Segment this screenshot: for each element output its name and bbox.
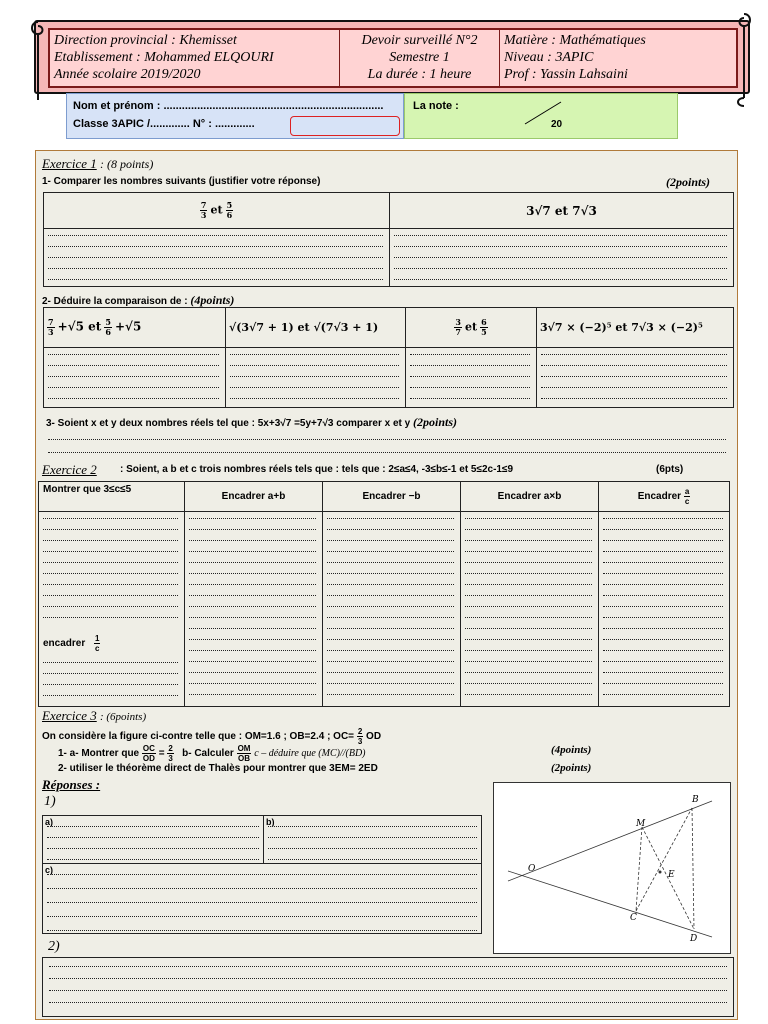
exam-body xyxy=(35,150,738,1020)
frac-om-ob xyxy=(237,744,252,763)
answer-line[interactable] xyxy=(465,661,592,662)
answer-line[interactable] xyxy=(394,246,727,247)
ex3-points: : (6points) xyxy=(99,711,147,723)
answer-line[interactable] xyxy=(47,888,477,889)
answer-line[interactable] xyxy=(43,695,178,696)
answer-line[interactable] xyxy=(327,573,454,574)
answer-line[interactable] xyxy=(189,518,316,519)
frac-num: a xyxy=(684,487,690,496)
ex3-title xyxy=(42,708,146,724)
ex1-q2-points: (4points) xyxy=(190,293,235,307)
point-e xyxy=(659,871,662,874)
frac-5-6 xyxy=(226,201,234,220)
answer-line[interactable] xyxy=(410,365,530,366)
answer-line[interactable] xyxy=(327,551,454,552)
answer-line[interactable] xyxy=(48,257,383,258)
ex2-col-montrer: Montrer que 3≤c≤5 xyxy=(39,482,185,512)
ex1-q3-answer-line[interactable] xyxy=(48,439,726,440)
answer-line[interactable] xyxy=(410,398,530,399)
ex2-answer-2[interactable] xyxy=(185,512,323,707)
answer-line[interactable] xyxy=(189,628,316,629)
answer-line[interactable] xyxy=(47,837,259,838)
frac-num: OM xyxy=(237,744,251,753)
ex1-q2-cell-4 xyxy=(537,308,734,348)
ex2-statement: : Soient, a b et c trois nombres réels tels que : tels que : 2≤a≤4, -3≤b≤-1 et 5≤2c-1≤9 xyxy=(120,464,514,475)
header-school-info xyxy=(50,30,340,86)
ex3-q1c-text: c – déduire que (MC)//(BD) xyxy=(254,748,366,760)
answer-line[interactable] xyxy=(43,684,178,685)
ex1-q3-answer-line[interactable] xyxy=(48,452,726,453)
answer-line[interactable] xyxy=(268,837,477,838)
ex2-encadrer-1-c xyxy=(43,634,100,653)
thales-figure-svg xyxy=(494,783,730,953)
frac-den: 6 xyxy=(105,327,111,337)
frac-den: 3 xyxy=(48,327,54,337)
ex3-line1-end: OD xyxy=(366,731,382,743)
et-label: et xyxy=(464,320,478,334)
point-o-label: O xyxy=(528,864,536,874)
frac-num: 5 xyxy=(105,317,111,327)
student-name-field[interactable]: Nom et prénom : ........................................................................ xyxy=(73,100,384,112)
frac-num: 3 xyxy=(455,317,461,327)
ex1-q1-cell-b xyxy=(390,193,734,229)
answer-line[interactable] xyxy=(48,398,219,399)
answer-line[interactable] xyxy=(230,387,399,388)
note-box xyxy=(404,93,678,139)
answer-line[interactable] xyxy=(189,617,316,618)
geometry-figure xyxy=(493,782,731,954)
frac-den: 3 xyxy=(357,737,363,746)
answer-line[interactable] xyxy=(48,365,219,366)
answer-line[interactable] xyxy=(189,672,316,673)
frac-num: 5 xyxy=(226,200,233,210)
ex2-col5-label: Encadrer xyxy=(637,491,682,503)
answer-line[interactable] xyxy=(327,584,454,585)
header-semestre: Semestre 1 xyxy=(389,50,450,65)
frac-den: c xyxy=(684,497,690,506)
answer-line[interactable] xyxy=(43,573,178,574)
point-c-label: C xyxy=(630,913,637,923)
answer-line[interactable] xyxy=(230,398,399,399)
answer-line[interactable] xyxy=(465,606,592,607)
answer-line[interactable] xyxy=(49,966,727,967)
header-matiere: Matière : Mathématiques xyxy=(504,33,646,48)
answer-line[interactable] xyxy=(465,540,592,541)
answer-line[interactable] xyxy=(327,562,454,563)
answer-line[interactable] xyxy=(603,573,723,574)
ex1-q2-answer-2[interactable] xyxy=(226,348,406,408)
answer-line[interactable] xyxy=(189,683,316,684)
answer-line[interactable] xyxy=(465,529,592,530)
ex1-q3-points: (2points) xyxy=(412,415,457,429)
ex3-line1-text: On considère la figure ci-contre telle que : OM=1.6 ; OB=2.4 ; OC= xyxy=(42,731,355,743)
answer-line[interactable] xyxy=(603,529,723,530)
answer-line[interactable] xyxy=(189,694,316,695)
answer-line[interactable] xyxy=(603,661,723,662)
answer-line[interactable] xyxy=(48,235,383,236)
frac-5-6 xyxy=(104,318,112,337)
ex1-q2-table xyxy=(43,307,734,408)
ex1-q2-answer-4[interactable] xyxy=(537,348,734,408)
answer-line[interactable] xyxy=(327,639,454,640)
answer-line[interactable] xyxy=(465,628,592,629)
ex3-title-text: Exercice 3 xyxy=(42,708,97,723)
answer-line[interactable] xyxy=(47,848,259,849)
answer-line[interactable] xyxy=(394,279,727,280)
frac-den: 7 xyxy=(455,327,461,337)
answer-line[interactable] xyxy=(47,826,259,827)
ex2-answer-5[interactable] xyxy=(599,512,730,707)
answer-line[interactable] xyxy=(230,376,399,377)
line-ob xyxy=(508,801,712,881)
answer-line[interactable] xyxy=(465,683,592,684)
answer-line[interactable] xyxy=(541,387,727,388)
ex1-q2-c1-expr: +√5 et xyxy=(57,319,102,334)
ex2-col-a-over-c xyxy=(599,482,730,512)
header-direction: Direction provincial : Khemisset xyxy=(54,33,237,48)
answer-line[interactable] xyxy=(603,562,723,563)
ex1-q2-c2-expr: √(3√7 + 1) et √(7√3 + 1) xyxy=(229,321,379,334)
ex3-q1a-text: 1- a- Montrer que xyxy=(58,748,140,760)
answer-line[interactable] xyxy=(230,365,399,366)
ex1-q2-cell-2 xyxy=(226,308,406,348)
answer-line[interactable] xyxy=(268,826,477,827)
frac-den: 6 xyxy=(226,210,233,220)
answer-line[interactable] xyxy=(189,595,316,596)
answer-line[interactable] xyxy=(603,683,723,684)
frac-den: OD xyxy=(142,754,155,763)
answer-line[interactable] xyxy=(43,540,178,541)
answer-line[interactable] xyxy=(43,662,178,663)
frac-oc-od xyxy=(142,744,156,763)
answer-line[interactable] xyxy=(603,650,723,651)
header-etablissement: Etablissement : Mohammed ELQOURI xyxy=(54,50,274,65)
answer-line[interactable] xyxy=(603,672,723,673)
frac-1-c xyxy=(94,634,100,653)
ex3-answer-a[interactable] xyxy=(43,816,264,864)
answer-line[interactable] xyxy=(48,279,383,280)
answer-line[interactable] xyxy=(43,551,178,552)
ex2-title-row xyxy=(42,462,97,478)
answer-line[interactable] xyxy=(43,518,178,519)
answer-line[interactable] xyxy=(327,595,454,596)
line-bd xyxy=(692,808,694,929)
answer-line[interactable] xyxy=(47,916,477,917)
answer-line[interactable] xyxy=(189,639,316,640)
note-label: La note : xyxy=(413,100,459,112)
point-d-label: D xyxy=(690,934,698,944)
answer-line[interactable] xyxy=(327,650,454,651)
answer-line[interactable] xyxy=(465,617,592,618)
ex3-reponses-title xyxy=(42,777,100,793)
ex1-q2-answer-1[interactable] xyxy=(44,348,226,408)
answer-line[interactable] xyxy=(603,628,723,629)
ex1-q2-cell-3 xyxy=(406,308,537,348)
ex3-q1b-text: b- Calculer xyxy=(182,748,234,760)
answer-line[interactable] xyxy=(189,573,316,574)
answer-line[interactable] xyxy=(47,902,477,903)
frac-7-3 xyxy=(47,318,55,337)
ex1-q2-text: 2- Déduire la comparaison de : xyxy=(42,296,188,307)
answer-line[interactable] xyxy=(327,529,454,530)
et-label: et xyxy=(210,203,223,217)
answer-line[interactable] xyxy=(230,354,399,355)
ex3-eq: = xyxy=(158,748,165,760)
ex1-q3-row xyxy=(46,415,457,430)
header-subject-info xyxy=(500,30,736,86)
answer-line[interactable] xyxy=(394,235,727,236)
answer-line[interactable] xyxy=(47,874,477,875)
answer-line[interactable] xyxy=(327,606,454,607)
answer-line[interactable] xyxy=(327,661,454,662)
header-exam-info xyxy=(340,30,500,86)
answer-line[interactable] xyxy=(541,376,727,377)
ex1-q2-row xyxy=(42,293,234,308)
answer-line[interactable] xyxy=(43,606,178,607)
frac-7-3 xyxy=(200,201,208,220)
point-b-label: B xyxy=(692,795,699,805)
ex2-table xyxy=(38,481,730,707)
answer-line[interactable] xyxy=(603,540,723,541)
frac-num: 7 xyxy=(200,200,207,210)
answer-line[interactable] xyxy=(327,694,454,695)
ex2-answer-1[interactable] xyxy=(39,512,185,707)
ex3-answer-table xyxy=(42,815,482,934)
answer-line[interactable] xyxy=(48,268,383,269)
answer-line[interactable] xyxy=(48,376,219,377)
answer-line[interactable] xyxy=(43,617,178,618)
ex1-q1-text: 1- Comparer les nombres suivants (justifier votre réponse) xyxy=(42,176,321,187)
frac-3-7 xyxy=(454,318,462,337)
answer-line[interactable] xyxy=(603,617,723,618)
answer-line[interactable] xyxy=(327,683,454,684)
student-class-field[interactable]: Classe 3APIC /............. N° : ............. xyxy=(73,118,255,130)
answer-line[interactable] xyxy=(189,529,316,530)
header-devoir: Devoir surveillé N°2 xyxy=(361,33,478,48)
ex1-title-text: Exercice 1 xyxy=(42,156,97,171)
ex1-q1-answer-a[interactable] xyxy=(44,229,390,287)
answer-line[interactable] xyxy=(268,848,477,849)
answer-line[interactable] xyxy=(48,246,383,247)
answer-line[interactable] xyxy=(43,595,178,596)
frac-2-3 xyxy=(167,744,173,763)
answer-line[interactable] xyxy=(603,551,723,552)
answer-line[interactable] xyxy=(43,673,178,674)
note-total: 20 xyxy=(551,119,563,130)
answer-line[interactable] xyxy=(603,606,723,607)
ex3-reponses-text: Réponses : xyxy=(42,777,101,792)
answer-line[interactable] xyxy=(189,606,316,607)
answer-line[interactable] xyxy=(327,518,454,519)
ex3-answer-2[interactable] xyxy=(42,957,734,1017)
ex2-answer-3[interactable] xyxy=(323,512,461,707)
answer-line[interactable] xyxy=(410,376,530,377)
frac-num: 6 xyxy=(481,317,487,327)
ex2-encadrer-label: encadrer xyxy=(43,638,86,650)
answer-line[interactable] xyxy=(603,518,723,519)
answer-line[interactable] xyxy=(603,694,723,695)
answer-line[interactable] xyxy=(465,551,592,552)
frac-den: 5 xyxy=(481,327,487,337)
ex2-col-a-plus-b: Encadrer a+b xyxy=(185,482,323,512)
answer-line[interactable] xyxy=(43,584,178,585)
answer-line[interactable] xyxy=(47,859,259,860)
answer-line[interactable] xyxy=(48,354,219,355)
frac-num: OC xyxy=(142,744,155,753)
scroll-left-curl xyxy=(26,14,50,104)
ex1-q2-c1b-expr: +√5 xyxy=(115,319,142,334)
answer-line[interactable] xyxy=(465,584,592,585)
answer-line[interactable] xyxy=(48,387,219,388)
ex3-rc-label: c) xyxy=(45,865,54,875)
ex1-q1-points: (2points) xyxy=(666,175,711,189)
frac-num: 2 xyxy=(357,727,363,736)
ex1-q1-table xyxy=(43,192,734,287)
ex2-col-a-times-b: Encadrer a×b xyxy=(461,482,599,512)
ex3-q2-points: (2points) xyxy=(551,762,592,774)
answer-line[interactable] xyxy=(465,694,592,695)
answer-line[interactable] xyxy=(189,650,316,651)
answer-line[interactable] xyxy=(603,595,723,596)
header-prof: Prof : Yassin Lahsaini xyxy=(504,67,628,82)
ex3-answer-b[interactable] xyxy=(264,816,482,864)
header-annee: Année scolaire 2019/2020 xyxy=(54,67,201,82)
answer-line[interactable] xyxy=(268,859,477,860)
answer-line[interactable] xyxy=(465,672,592,673)
answer-line[interactable] xyxy=(327,628,454,629)
header-banner xyxy=(34,14,746,96)
line-mc xyxy=(636,827,642,911)
answer-line[interactable] xyxy=(465,518,592,519)
answer-line[interactable] xyxy=(394,257,727,258)
frac-num: 7 xyxy=(48,317,54,327)
frac-a-c xyxy=(684,487,690,506)
answer-line[interactable] xyxy=(49,990,727,991)
frac-num: 1 xyxy=(95,634,100,643)
answer-line[interactable] xyxy=(541,354,727,355)
ex3-r1-label: 1) xyxy=(44,794,56,809)
answer-line[interactable] xyxy=(47,930,477,931)
ex3-answer-c[interactable] xyxy=(43,864,482,934)
header-duree: La durée : 1 heure xyxy=(367,67,472,82)
ex1-q3-text: 3- Soient x et y deux nombres réels tel que : 5x+3√7 =5y+7√3 comparer x et y xyxy=(46,418,411,429)
answer-line[interactable] xyxy=(410,354,530,355)
answer-line[interactable] xyxy=(43,529,178,530)
ex3-ra-label: a) xyxy=(45,817,54,827)
answer-line[interactable] xyxy=(603,639,723,640)
frac-den: OB xyxy=(238,754,251,763)
frac-den: 3 xyxy=(200,210,207,220)
answer-line[interactable] xyxy=(189,551,316,552)
ex2-answer-4[interactable] xyxy=(461,512,599,707)
ex2-title-text: Exercice 2 xyxy=(42,462,97,477)
answer-line[interactable] xyxy=(49,978,727,979)
ex3-r2-label: 2) xyxy=(48,939,60,954)
ex2-points: (6pts) xyxy=(656,464,684,475)
answer-line[interactable] xyxy=(541,365,727,366)
ex3-rb-label: b) xyxy=(266,817,275,827)
answer-line[interactable] xyxy=(327,617,454,618)
frac-den: 3 xyxy=(168,754,173,763)
header-table xyxy=(48,28,738,88)
ex1-q2-cell-1 xyxy=(44,308,226,348)
frac-num: 2 xyxy=(168,744,173,753)
ex2-col-minus-b: Encadrer −b xyxy=(323,482,461,512)
answer-line[interactable] xyxy=(541,398,727,399)
student-number-box[interactable] xyxy=(290,116,400,136)
answer-line[interactable] xyxy=(327,672,454,673)
ex1-q1-answer-b[interactable] xyxy=(390,229,734,287)
header-niveau: Niveau : 3APIC xyxy=(504,50,594,65)
ex1-title xyxy=(42,156,153,172)
answer-line[interactable] xyxy=(465,562,592,563)
ex3-q1-points: (4points) xyxy=(551,744,592,756)
ex1-q1-cell-a xyxy=(44,193,390,229)
answer-line[interactable] xyxy=(603,584,723,585)
ex1-q2-c4-expr: 3√7 × (−2)⁵ et 7√3 × (−2)⁵ xyxy=(540,321,703,334)
answer-line[interactable] xyxy=(189,584,316,585)
answer-line[interactable] xyxy=(465,573,592,574)
answer-line[interactable] xyxy=(189,661,316,662)
answer-line[interactable] xyxy=(410,387,530,388)
ex3-q2-text: 2- utiliser le théorème direct de Thalès pour montrer que 3EM= 2ED xyxy=(58,763,378,774)
ex1-q1-b-expr: 3√7 et 7√3 xyxy=(526,203,597,218)
answer-line[interactable] xyxy=(189,562,316,563)
ex1-q2-answer-3[interactable] xyxy=(406,348,537,408)
point-m-label: M xyxy=(636,819,646,829)
answer-line[interactable] xyxy=(394,268,727,269)
answer-line[interactable] xyxy=(327,540,454,541)
ex1-points: : (8 points) xyxy=(99,157,154,171)
frac-den: c xyxy=(95,644,100,653)
answer-line[interactable] xyxy=(43,562,178,563)
point-e-label: E xyxy=(668,870,675,880)
frac-6-5 xyxy=(480,318,488,337)
answer-line[interactable] xyxy=(189,540,316,541)
ex3-q1-row xyxy=(58,744,366,763)
answer-line[interactable] xyxy=(465,595,592,596)
answer-line[interactable] xyxy=(465,639,592,640)
answer-line[interactable] xyxy=(465,650,592,651)
answer-line[interactable] xyxy=(49,1002,727,1003)
